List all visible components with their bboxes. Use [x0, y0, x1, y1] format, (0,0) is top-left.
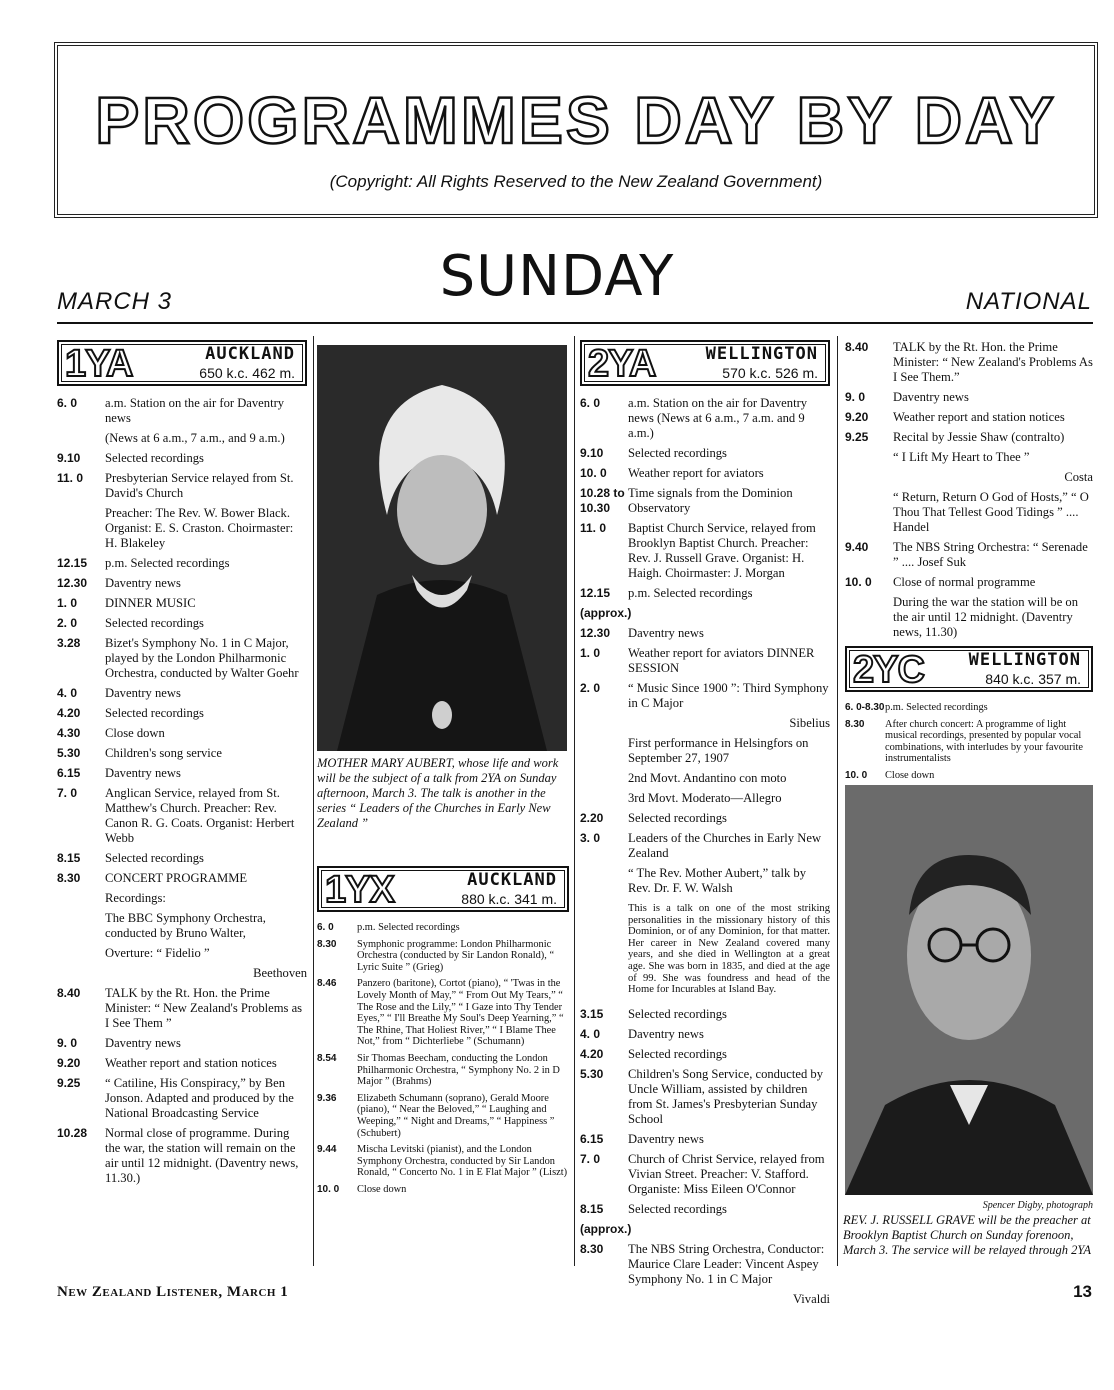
schedule-list — [317, 922, 569, 1195]
schedule-entry — [580, 466, 830, 481]
entry-time: 9.10 — [580, 446, 604, 460]
schedule-entry — [580, 1027, 830, 1042]
entry-description: CONCERT PROGRAMME — [105, 871, 248, 885]
entry-time: 12.30 — [580, 626, 611, 640]
entry-time: 8.30 — [57, 871, 81, 885]
station-frequency: 650 k.c. 462 m. — [199, 365, 295, 381]
entry-time: 4. 0 — [57, 686, 78, 700]
header-rule — [57, 322, 1093, 324]
schedule-entry — [317, 1093, 569, 1139]
entry-time: 9.40 — [845, 540, 869, 554]
schedule-entry — [580, 1292, 830, 1307]
schedule-entry — [845, 450, 1093, 465]
entry-description: Children's song service — [105, 746, 222, 760]
entry-description: Daventry news — [105, 576, 181, 590]
schedule-entry — [580, 681, 830, 711]
entry-description: Selected recordings — [628, 446, 727, 460]
entry-description: Church of Christ Service, relayed from Vivian Street. Preacher: V. Stafford. Organiste: Miss Eileen O'Connor — [628, 1151, 825, 1196]
entry-description: Daventry news — [105, 766, 181, 780]
entry-description: Baptist Church Service, relayed from Brooklyn Baptist Church. Preacher: Rev. J. Russell Grave. Organist: H. Haigh. Choirmaster: J. Morgan — [628, 521, 816, 580]
schedule-entry — [57, 1036, 307, 1051]
schedule-entry — [580, 1067, 830, 1127]
entry-description — [631, 1222, 830, 1237]
entry-description: After church concert: A programme of light musical recordings, presented by popular vocal combinations, with interludes by your favourite instrumentalists — [885, 718, 1083, 765]
entry-time: 9.20 — [57, 1056, 81, 1070]
entry-description: Daventry news — [893, 390, 969, 404]
station-name: WELLINGTON — [968, 650, 1081, 670]
schedule-entry — [580, 1007, 830, 1022]
schedule-entry — [57, 1076, 307, 1121]
schedule-list — [845, 340, 1093, 640]
photo-caption-mother-aubert: MOTHER MARY AUBERT, whose life and work will be the subject of a talk from 2YA on Sunday afternoon, March 3. The talk is another in the series “ Leaders of the Churches in Early New Zealand ” — [317, 756, 559, 830]
entry-time: 9. 0 — [845, 390, 866, 404]
schedule-entry — [57, 1056, 307, 1071]
entry-description: Daventry news — [105, 686, 181, 700]
entry-description: Selected recordings — [628, 1046, 727, 1061]
entry-description: Weather report and station notices — [893, 410, 1065, 424]
entry-description: Time signals from the Dominion Observatory — [628, 486, 793, 515]
schedule-entry — [57, 986, 307, 1031]
schedule-entry — [57, 891, 307, 906]
schedule-entry — [580, 396, 830, 441]
entry-time: 3. 0 — [580, 831, 601, 845]
entry-time: 12.30 — [57, 576, 88, 590]
entry-time: 10. 0 — [845, 769, 868, 781]
entry-description: Beethoven — [253, 966, 307, 980]
entry-description: During the war the station will be on the air until 12 midnight. (Daventry news, 11.30) — [893, 595, 1079, 639]
station-logo: 2YA — [588, 343, 656, 385]
station-header-2ya — [580, 340, 830, 386]
entry-time — [57, 966, 105, 981]
entry-description: This is a talk on one of the most striking personalities in the missionary history of this Dominion, or of any Dominion, for that matter. Her career in New Zealand covered many years, and she died in Wellington at a great age. She was born in 1835, and died at the age of 99. She was foundress and head of the Home for Incurables at Island Bay. — [628, 903, 830, 996]
schedule-entry — [57, 786, 307, 846]
entry-time: 9.44 — [317, 1144, 337, 1156]
schedule-entry — [580, 626, 830, 641]
entry-description: The NBS String Orchestra, Conductor: Maurice Clare Leader: Vincent Aspey Symphony No. 1 in C Major — [628, 1241, 825, 1286]
entry-time: 6. 0 — [57, 396, 78, 410]
column-2ya — [580, 340, 830, 1312]
schedule-entry — [845, 770, 1093, 782]
entry-description: Symphonic programme: London Philharmonic Orchestra (conducted by Sir Landon Ronald), “ Lyric Suite ” (Grieg) — [357, 938, 555, 973]
schedule-entry — [845, 490, 1093, 535]
entry-time — [580, 901, 628, 1002]
entry-description: The BBC Symphony Orchestra, conducted by Bruno Walter, — [105, 911, 266, 940]
schedule-entry — [57, 726, 307, 741]
entry-description: Leaders of the Churches in Early New Zealand — [628, 831, 822, 860]
entry-time: 9.10 — [57, 451, 81, 465]
schedule-entry — [580, 1202, 830, 1217]
entry-description: 2nd Movt. Andantino con moto — [628, 771, 787, 785]
entry-description: Selected recordings — [105, 451, 204, 465]
entry-time: 10.28 to 10.30 — [580, 486, 625, 515]
entry-description: “ Catiline, His Conspiracy,” by Ben Jonson. Adapted and produced by the National Broadcasting Service — [105, 1076, 294, 1120]
entry-time: 7. 0 — [57, 786, 78, 800]
entry-description: Daventry news — [628, 1131, 704, 1146]
station-logo: 1YA — [65, 343, 133, 385]
entry-description: Costa — [1064, 470, 1093, 484]
entry-description: Normal close of programme. During the war, the station will remain on the air until 12 midnight. (Daventry news, 11.30.) — [105, 1126, 299, 1185]
entry-time: 8.15 — [580, 1201, 604, 1216]
entry-time: 8.30 — [845, 718, 865, 730]
schedule-entry — [580, 586, 830, 601]
entry-time — [57, 911, 105, 941]
entry-time — [845, 490, 893, 535]
entry-time: 4.20 — [57, 706, 81, 720]
entry-description: Recordings: — [105, 891, 166, 905]
entry-time: 8.30 — [317, 938, 337, 950]
entry-description: Preacher: The Rev. W. Bower Black. Organist: E. S. Craston. Choirmaster: H. Blakeley — [105, 506, 294, 550]
portrait-illustration — [317, 345, 567, 751]
schedule-entry — [317, 939, 569, 974]
caption-text: REV. J. RUSSELL GRAVE will be the preacher at Brooklyn Baptist Church on Sunday forenoon, March 3. The service will be relayed through 2YA — [843, 1213, 1092, 1257]
entry-description: Close down — [885, 769, 935, 781]
schedule-entry — [317, 1144, 569, 1179]
schedule-entry — [57, 686, 307, 701]
entry-time: 12.15 — [580, 586, 611, 600]
entry-description: First performance in Helsingfors on September 27, 1907 — [628, 736, 809, 765]
entry-description — [631, 606, 830, 621]
schedule-entry — [845, 430, 1093, 445]
schedule-entry — [580, 1047, 830, 1062]
schedule-entry — [57, 706, 307, 721]
schedule-entry — [580, 646, 830, 676]
footer-publication: New Zealand Listener, March 1 — [57, 1284, 289, 1300]
entry-description: Sir Thomas Beecham, conducting the London Philharmonic Orchestra, “ Symphony No. 2 in D Major ” (Brahms) — [357, 1052, 560, 1088]
masthead-banner — [57, 45, 1095, 215]
entry-description: (News at 6 a.m., 7 a.m., and 9 a.m.) — [105, 431, 285, 445]
entry-description: The NBS String Orchestra: “ Serenade ” .... Josef Suk — [893, 540, 1088, 569]
column-divider — [574, 336, 575, 1266]
entry-description: Mischa Levitski (pianist), and the London Symphony Orchestra, conducted by Sir Landon Ronald, “ Concerto No. 1 in E Flat Major ” (Liszt) — [357, 1144, 568, 1179]
schedule-entry — [57, 431, 307, 446]
entry-description: p.m. Selected recordings — [105, 556, 230, 570]
entry-description: Selected recordings — [628, 811, 727, 825]
entry-time: 4.30 — [57, 726, 81, 740]
column-divider — [313, 336, 314, 1266]
schedule-entry — [580, 901, 830, 1002]
entry-time: 11. 0 — [57, 471, 84, 485]
entry-time: 8.30 — [580, 1241, 604, 1256]
entry-description: Selected recordings — [105, 851, 204, 865]
schedule-entry — [580, 811, 830, 826]
schedule-entry — [580, 736, 830, 766]
entry-description: Vivaldi — [792, 1291, 830, 1306]
schedule-entry — [580, 1222, 830, 1237]
entry-time: 4. 0 — [580, 1026, 601, 1041]
entry-time: 4.20 — [580, 1046, 604, 1061]
schedule-entry — [845, 719, 1093, 765]
schedule-entry — [580, 831, 830, 861]
schedule-entry — [57, 636, 307, 681]
entry-description: Selected recordings — [105, 706, 204, 720]
photo-credit: Spencer Digby, photograph — [982, 1200, 1093, 1211]
entry-description: Recital by Jessie Shaw (contralto) — [893, 430, 1065, 444]
entry-time: 10. 0 — [317, 1183, 340, 1195]
station-header-2yc — [845, 646, 1093, 692]
schedule-entry — [580, 521, 830, 581]
station-name: WELLINGTON — [705, 344, 818, 364]
entry-time: 9.20 — [845, 410, 869, 424]
entry-description: “ I Lift My Heart to Thee ” — [893, 450, 1030, 464]
entry-description: Selected recordings — [628, 1201, 727, 1216]
schedule-entry — [580, 1242, 830, 1287]
entry-time — [580, 1292, 628, 1307]
entry-time: 8.40 — [57, 986, 81, 1000]
station-header-1ya — [57, 340, 307, 386]
entry-time: 2. 0 — [57, 616, 78, 630]
schedule-entry — [580, 486, 830, 516]
entry-time — [57, 891, 105, 906]
column-1ya — [57, 340, 307, 1191]
entry-time — [580, 716, 628, 731]
schedule-entry — [317, 1184, 569, 1196]
photo-caption-russell-grave — [843, 1198, 1093, 1258]
entry-description: Close down — [357, 1183, 407, 1195]
entry-time — [57, 431, 105, 446]
schedule-entry — [845, 470, 1093, 485]
station-logo: 2YC — [853, 649, 924, 691]
entry-time: 6. 0-8.30 — [845, 702, 885, 713]
entry-time: 10. 0 — [845, 575, 872, 589]
entry-description: TALK by the Rt. Hon. the Prime Minister: “ New Zealand's Problems as I See Them ” — [105, 986, 303, 1030]
schedule-entry — [57, 396, 307, 426]
entry-time: 8.15 — [57, 851, 81, 865]
schedule-entry — [845, 410, 1093, 425]
schedule-list-2yc — [845, 702, 1093, 782]
entry-description: Elizabeth Schumann (soprano), Gerald Moore (piano), “ Near the Beloved,” “ Laughing and Weeping,” “ Night and Dreams,” “ Happiness ” (Schubert) — [357, 1092, 555, 1139]
entry-time: 8.46 — [317, 978, 337, 990]
entry-description: Daventry news — [105, 1036, 181, 1050]
schedule-entry — [845, 540, 1093, 570]
entry-time: 8.54 — [317, 1052, 337, 1064]
entry-time: 1. 0 — [580, 646, 601, 660]
entry-description: Close of normal programme — [893, 575, 1036, 589]
network-label: NATIONAL — [965, 288, 1092, 315]
entry-description: Sibelius — [789, 716, 830, 730]
day-heading: SUNDAY — [439, 244, 675, 309]
schedule-entry — [317, 978, 569, 1048]
station-frequency: 570 k.c. 526 m. — [722, 365, 818, 381]
entry-description: Overture: “ Fidelio ” — [105, 946, 210, 960]
page-number: 13 — [1073, 1282, 1092, 1301]
entry-description: p.m. Selected recordings — [357, 922, 460, 933]
entry-description: TALK by the Rt. Hon. the Prime Minister: “ New Zealand's Problems As I See Them.” — [893, 340, 1093, 384]
entry-description: Daventry news — [628, 626, 704, 640]
schedule-entry — [580, 716, 830, 731]
column-divider — [837, 336, 838, 1266]
schedule-entry — [580, 771, 830, 786]
schedule-entry — [580, 606, 830, 621]
schedule-entry — [57, 451, 307, 466]
entry-description: “ The Rev. Mother Aubert,” talk by Rev. Dr. F. W. Walsh — [628, 866, 807, 895]
entry-time — [57, 506, 105, 551]
schedule-entry — [845, 575, 1093, 590]
schedule-entry — [57, 911, 307, 941]
entry-time: 11. 0 — [580, 521, 607, 535]
schedule-entry — [845, 390, 1093, 405]
entry-time — [580, 866, 628, 896]
entry-time — [845, 595, 893, 640]
station-name: AUCKLAND — [467, 870, 557, 890]
entry-time: 10. 0 — [580, 466, 607, 480]
entry-description: 3rd Movt. Moderato—Allegro — [628, 791, 782, 805]
schedule-entry — [845, 595, 1093, 640]
entry-time — [580, 771, 628, 786]
entry-time: 9.25 — [57, 1076, 81, 1090]
entry-description: a.m. Station on the air for Daventry news — [105, 396, 285, 425]
schedule-entry — [57, 596, 307, 611]
entry-time — [845, 450, 893, 465]
entry-description: Daventry news — [628, 1026, 704, 1041]
entry-description: “ Music Since 1900 ”: Third Symphony in C Major — [628, 681, 829, 710]
schedule-entry — [57, 966, 307, 981]
entry-time: (approx.) — [580, 606, 632, 620]
entry-description: Weather report for aviators DINNER SESSION — [628, 646, 815, 675]
schedule-entry — [57, 616, 307, 631]
column-1yx — [317, 866, 569, 1200]
entry-time: 10.28 — [57, 1126, 88, 1140]
page-title: PROGRAMMES DAY BY DAY — [95, 83, 1057, 157]
entry-description: “ Return, Return O God of Hosts,” “ O Thou That Tellest Good Tidings ” .... Handel — [893, 490, 1089, 534]
entry-description: Weather report and station notices — [105, 1056, 277, 1070]
entry-description: Selected recordings — [628, 1006, 727, 1021]
schedule-entry — [57, 506, 307, 551]
entry-time: 9.25 — [845, 430, 869, 444]
entry-description: Weather report for aviators — [628, 466, 764, 480]
entry-time: 3.15 — [580, 1006, 604, 1021]
schedule-entry — [57, 576, 307, 591]
entry-time: 8.40 — [845, 340, 869, 354]
entry-time: 12.15 — [57, 556, 88, 570]
schedule-entry — [57, 946, 307, 961]
entry-time: 9.36 — [317, 1092, 337, 1104]
entry-time: 6. 0 — [317, 922, 334, 933]
date-label: MARCH 3 — [57, 288, 173, 315]
entry-time: 1. 0 — [57, 596, 78, 610]
schedule-entry — [580, 791, 830, 806]
entry-time: 6.15 — [580, 1131, 604, 1146]
entry-description: Anglican Service, relayed from St. Matthew's Church. Preacher: Rev. Canon R. G. Coats. Organist: Herbert Webb — [105, 786, 295, 845]
portrait-photo-russell-grave — [845, 785, 1093, 1195]
entry-time: 7. 0 — [580, 1151, 601, 1166]
entry-time — [57, 946, 105, 961]
entry-time: 5.30 — [580, 1066, 604, 1081]
schedule-entry — [57, 746, 307, 761]
entry-description: p.m. Selected recordings — [885, 702, 988, 713]
station-logo: 1YX — [325, 869, 394, 911]
schedule-entry — [580, 1152, 830, 1197]
entry-time: 6.15 — [57, 766, 81, 780]
schedule-entry — [57, 1126, 307, 1186]
schedule-entry — [57, 766, 307, 781]
portrait-illustration — [845, 785, 1093, 1195]
entry-time: 2. 0 — [580, 681, 601, 695]
entry-description: Bizet's Symphony No. 1 in C Major, played by the London Philharmonic Orchestra, conducted by Walter Goehr — [105, 636, 299, 680]
schedule-entry — [580, 866, 830, 896]
entry-description: Selected recordings — [105, 616, 204, 630]
station-frequency: 880 k.c. 341 m. — [461, 891, 557, 907]
entry-description: p.m. Selected recordings — [628, 586, 753, 600]
entry-description: Presbyterian Service relayed from St. David's Church — [105, 471, 294, 500]
entry-description: Panzero (baritone), Cortot (piano), “ 'Twas in the Lovely Month of May,” “ From Out My Tears,” “ The Rose and the Lily,” “ I Gaze into Thy Tender Eyes,” “ I'll Breathe My Soul's Deep Yearning,” “ The Rhine, That Holiest River,” “ I Blame Thee Not,” from “ Dichterliebe ” (Schumann) — [357, 978, 564, 1048]
schedule-entry — [317, 922, 569, 934]
entry-time: 5.30 — [57, 746, 81, 760]
schedule-entry — [57, 471, 307, 501]
entry-description: Children's Song Service, conducted by Uncle William, assisted by children from St. James's Presbyterian Sunday School — [628, 1066, 823, 1126]
schedule-entry — [57, 851, 307, 866]
schedule-entry — [57, 871, 307, 886]
column-4 — [845, 340, 1093, 787]
schedule-list — [580, 396, 830, 1307]
entry-time: 3.28 — [57, 636, 81, 650]
schedule-entry — [580, 1132, 830, 1147]
schedule-list — [57, 396, 307, 1186]
entry-time — [580, 736, 628, 766]
entry-time: 9. 0 — [57, 1036, 78, 1050]
schedule-entry — [317, 1053, 569, 1088]
entry-description: a.m. Station on the air for Daventry news (News at 6 a.m., 7 a.m. and 9 a.m.) — [628, 396, 808, 440]
entry-time — [845, 470, 893, 485]
schedule-entry — [845, 340, 1093, 385]
schedule-entry — [57, 556, 307, 571]
entry-time: 6. 0 — [580, 396, 601, 410]
copyright-notice: (Copyright: All Rights Reserved to the New Zealand Government) — [329, 172, 823, 191]
station-header-1yx — [317, 866, 569, 912]
station-name: AUCKLAND — [205, 344, 295, 364]
entry-description: DINNER MUSIC — [105, 596, 196, 610]
schedule-entry — [580, 446, 830, 461]
schedule-entry — [845, 702, 1093, 714]
portrait-photo-mother-aubert — [317, 345, 567, 751]
entry-time: (approx.) — [580, 1221, 632, 1236]
entry-time: 2.20 — [580, 811, 604, 825]
entry-description: Close down — [105, 726, 165, 740]
entry-time — [580, 791, 628, 806]
station-frequency: 840 k.c. 357 m. — [985, 671, 1081, 687]
